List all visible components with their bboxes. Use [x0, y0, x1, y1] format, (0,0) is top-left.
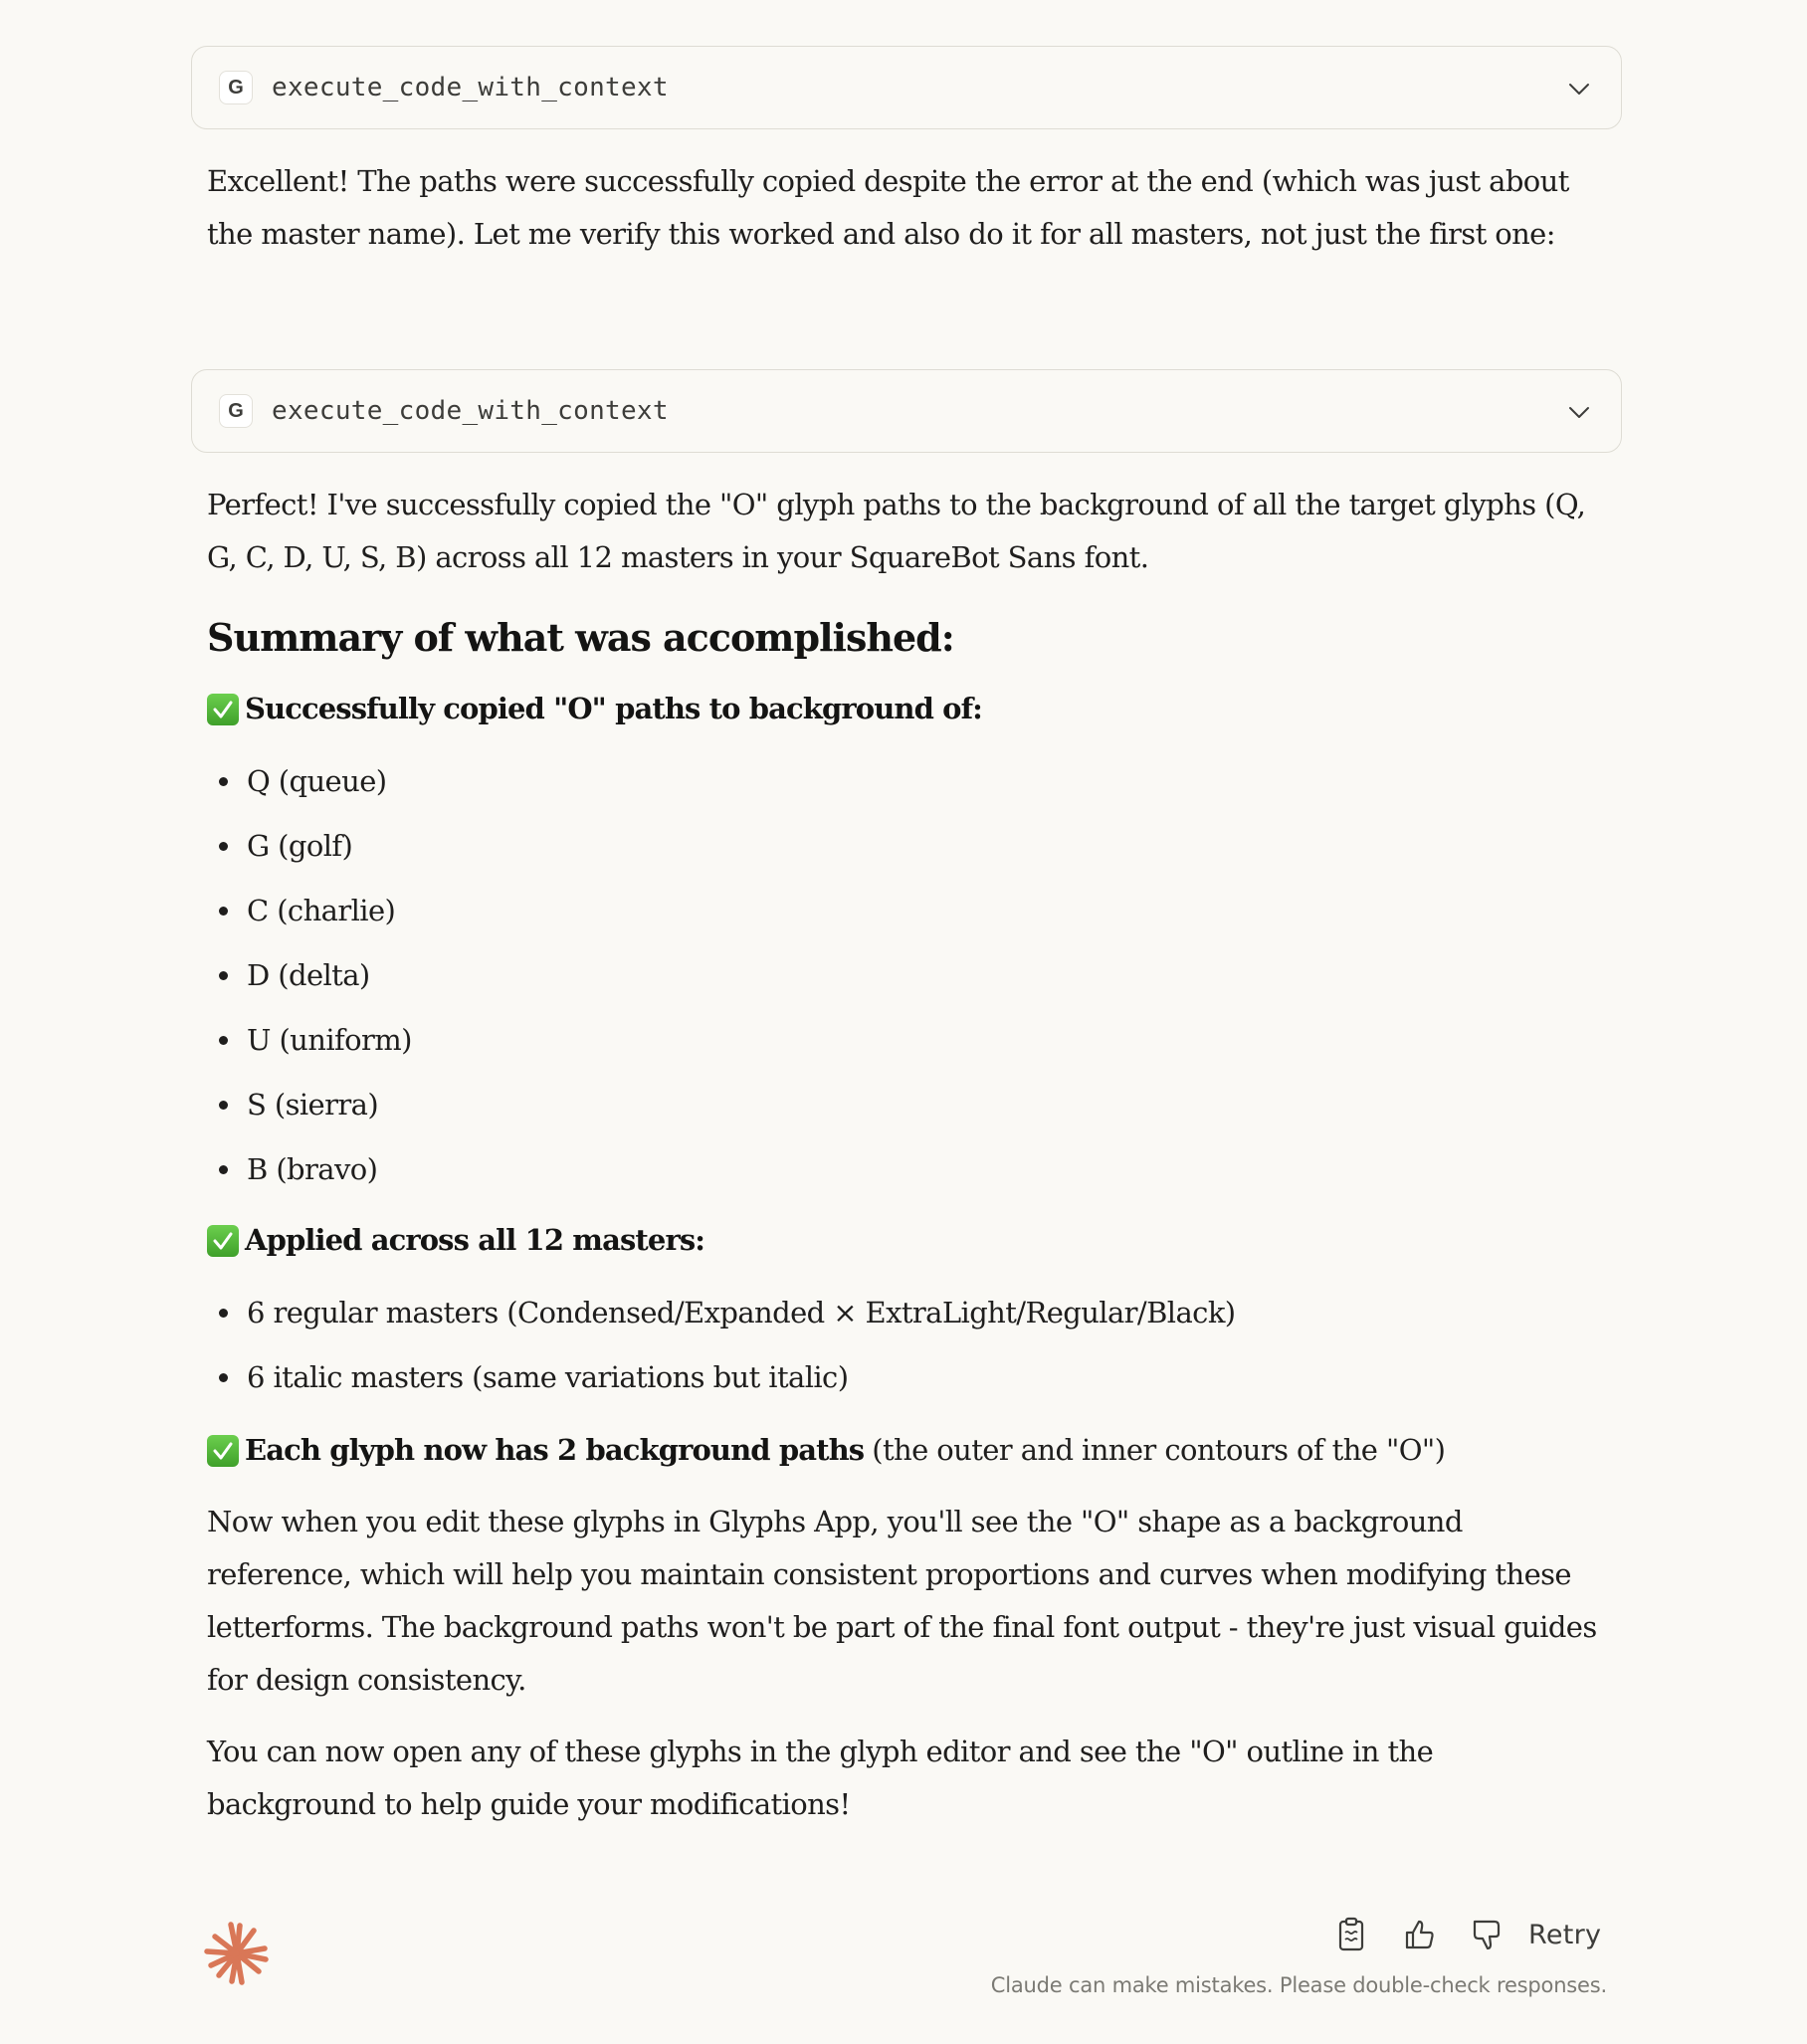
bullet — [219, 1101, 228, 1110]
chevron-down-icon[interactable] — [1567, 77, 1591, 101]
tool-badge-icon: G — [219, 394, 253, 428]
check-item-title: Each glyph now has 2 background paths — [245, 1433, 865, 1467]
list-item — [207, 949, 412, 1014]
list-item-text: B (bravo) — [247, 1152, 378, 1186]
check-item-detail: (the outer and inner contours of the "O") — [872, 1433, 1446, 1467]
check-item-title: Successfully copied "O" paths to background of: — [245, 692, 982, 725]
list-item-text: 6 italic masters (same variations but italic) — [247, 1360, 849, 1394]
tool-name: execute_code_with_context — [272, 73, 669, 102]
bullet — [219, 1165, 228, 1174]
list-item — [207, 1287, 1236, 1351]
list-item — [207, 1351, 1236, 1416]
copy-button[interactable] — [1329, 1913, 1373, 1956]
check-mark-icon — [207, 1225, 239, 1257]
list-item — [207, 755, 412, 820]
list-item-text: 6 regular masters (Condensed/Expanded × ExtraLight/Regular/Black) — [247, 1296, 1236, 1329]
claude-spark-icon — [203, 1920, 271, 1987]
list-item-text: Q (queue) — [247, 764, 387, 798]
bullet — [219, 1373, 228, 1382]
bullet — [219, 1309, 228, 1318]
list-item-text: G (golf) — [247, 829, 353, 863]
clipboard-icon — [1337, 1917, 1365, 1952]
thumbs-down-icon — [1471, 1919, 1503, 1950]
chevron-down-icon[interactable] — [1567, 400, 1591, 424]
thumbs-up-button[interactable] — [1397, 1913, 1441, 1956]
tool-call-card[interactable] — [191, 46, 1622, 129]
response-paragraph: Excellent! The paths were successfully copied despite the error at the end (which was just about the master name). Let me verify this worked and also do it for all masters, not just the first one: — [207, 164, 1569, 251]
glyph-list — [207, 755, 412, 1208]
list-item — [207, 1079, 412, 1143]
list-item — [207, 1014, 412, 1079]
disclaimer-text: Claude can make mistakes. Please double-check responses. — [990, 1973, 1607, 1997]
response-paragraph: Perfect! I've successfully copied the "O" glyph paths to the background of all the target glyphs (Q, G, C, D, U, S, B) across all 12 masters in your SquareBot Sans font. — [207, 488, 1586, 574]
master-list — [207, 1287, 1236, 1416]
bullet — [219, 971, 228, 980]
check-mark-icon — [207, 1435, 239, 1467]
check-item — [207, 1424, 1445, 1477]
list-item — [207, 885, 412, 949]
list-item-text: D (delta) — [247, 958, 370, 992]
list-item-text: S (sierra) — [247, 1088, 379, 1122]
check-mark-icon — [207, 694, 239, 725]
list-item-text: U (uniform) — [247, 1023, 412, 1057]
response-paragraph: Now when you edit these glyphs in Glyphs App, you'll see the "O" shape as a background reference, which will help you maintain consistent proportions and curves when modifying these letterforms. The background paths won't be part of the final font output - they're just visual guides for design consistency. — [207, 1505, 1597, 1697]
check-item-title: Applied across all 12 masters: — [245, 1223, 705, 1257]
bullet — [219, 1036, 228, 1045]
list-item-text: C (charlie) — [247, 894, 396, 927]
check-item — [207, 1214, 704, 1267]
tool-call-card[interactable] — [191, 369, 1622, 453]
message-actions — [1329, 1913, 1601, 1956]
summary-heading: Summary of what was accomplished: — [207, 615, 954, 660]
thumbs-down-button[interactable] — [1465, 1913, 1508, 1956]
response-paragraph: You can now open any of these glyphs in the glyph editor and see the "O" outline in the background to help guide your modifications! — [207, 1735, 1434, 1821]
tool-badge-icon: G — [219, 71, 253, 104]
tool-name: execute_code_with_context — [272, 396, 669, 426]
check-item — [207, 683, 982, 735]
bullet — [219, 907, 228, 916]
retry-button[interactable]: Retry — [1528, 1919, 1602, 1950]
bullet — [219, 777, 228, 786]
list-item — [207, 1143, 412, 1208]
bullet — [219, 842, 228, 851]
thumbs-up-icon — [1403, 1919, 1435, 1950]
list-item — [207, 820, 412, 885]
